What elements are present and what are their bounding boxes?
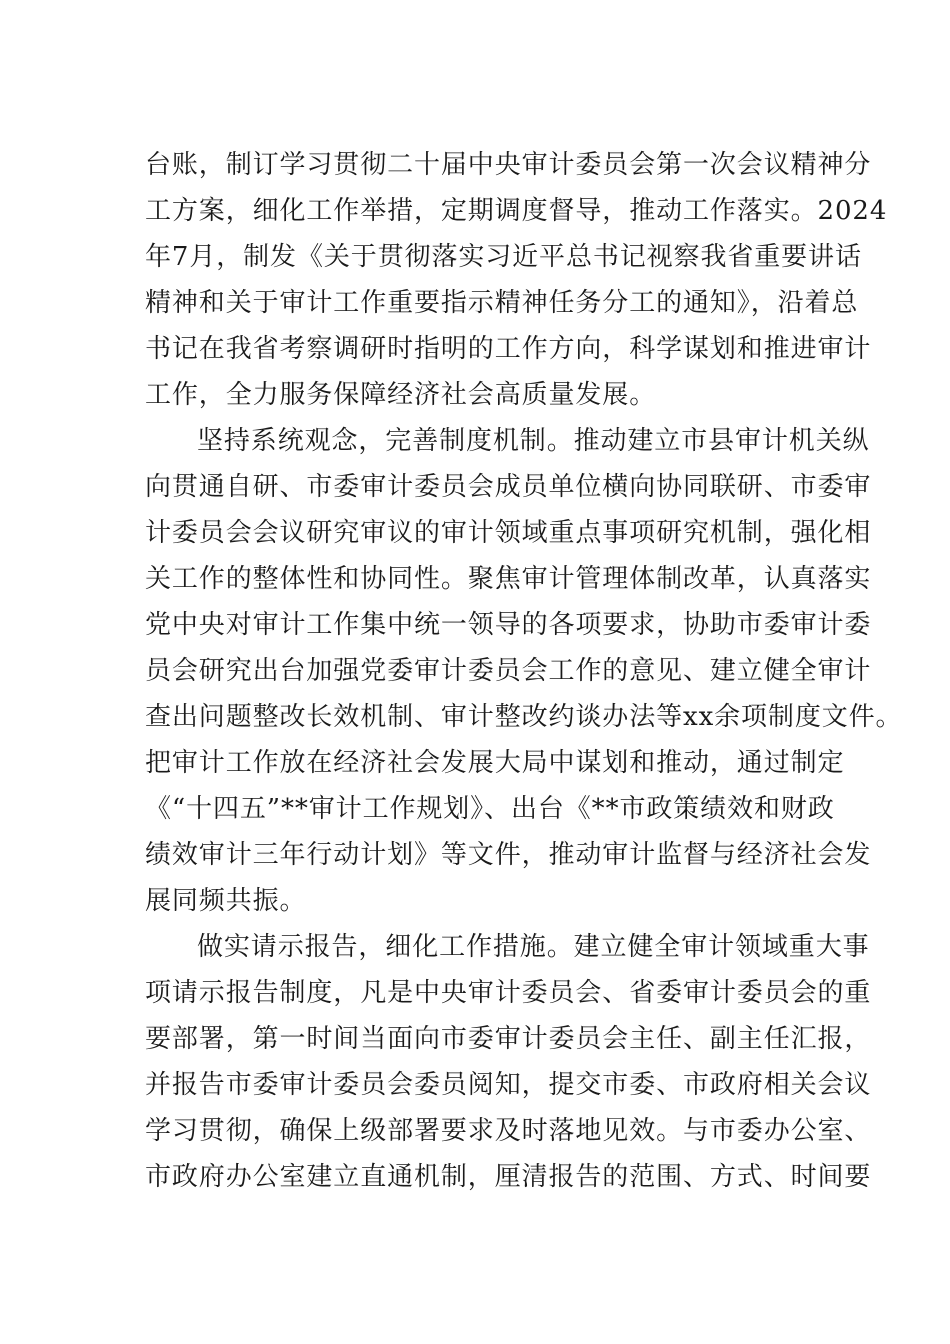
paragraph-start-line: 坚持系统观念，完善制度机制。推动建立市县审计机关纵 <box>197 426 870 456</box>
text-line: 要部署，第一时间当面向市委审计委员会主任、副主任汇报， <box>145 1024 872 1054</box>
text-line: 向贯通自研、市委审计委员会成员单位横向协同联研、市委审 <box>145 472 872 502</box>
text-line: 年7月，制发《关于贯彻落实习近平总书记视察我省重要讲话 <box>145 242 862 272</box>
text-line: 员会研究出台加强党委审计委员会工作的意见、建立健全审计 <box>145 656 872 686</box>
paragraph-start-line: 做实请示报告，细化工作措施。建立健全审计领域重大事 <box>197 932 870 962</box>
text-line: 计委员会会议研究审议的审计领域重点事项研究机制，强化相 <box>145 518 872 548</box>
text-line: 党中央对审计工作集中统一领导的各项要求，协助市委审计委 <box>145 610 872 640</box>
text-line: 工方案，细化工作举措，定期调度督导，推动工作落实。2024 <box>145 196 888 226</box>
text-line: 台账，制订学习贯彻二十届中央审计委员会第一次会议精神分 <box>145 150 872 180</box>
text-line: 《“十四五”**审计工作规划》、出台《**市政策绩效和财政 <box>145 794 835 824</box>
text-line: 书记在我省考察调研时指明的工作方向，科学谋划和推进审计 <box>145 334 872 364</box>
text-line: 查出问题整改长效机制、审计整改约谈办法等xx余项制度文件。 <box>145 702 903 732</box>
text-line: 绩效审计三年行动计划》等文件，推动审计监督与经济社会发 <box>145 840 872 870</box>
text-line: 并报告市委审计委员会委员阅知，提交市委、市政府相关会议 <box>145 1070 872 1100</box>
text-line: 学习贯彻，确保上级部署要求及时落地见效。与市委办公室、 <box>145 1116 872 1146</box>
text-line: 项请示报告制度，凡是中央审计委员会、省委审计委员会的重 <box>145 978 872 1008</box>
text-line: 展同频共振。 <box>145 886 307 916</box>
text-line: 精神和关于审计工作重要指示精神任务分工的通知》，沿着总 <box>145 288 859 318</box>
text-line: 工作，全力服务保障经济社会高质量发展。 <box>145 380 657 410</box>
text-line: 关工作的整体性和协同性。聚焦审计管理体制改革，认真落实 <box>145 564 872 594</box>
text-line: 市政府办公室建立直通机制，厘清报告的范围、方式、时间要 <box>145 1162 872 1192</box>
text-line: 把审计工作放在经济社会发展大局中谋划和推动，通过制定 <box>145 748 845 778</box>
